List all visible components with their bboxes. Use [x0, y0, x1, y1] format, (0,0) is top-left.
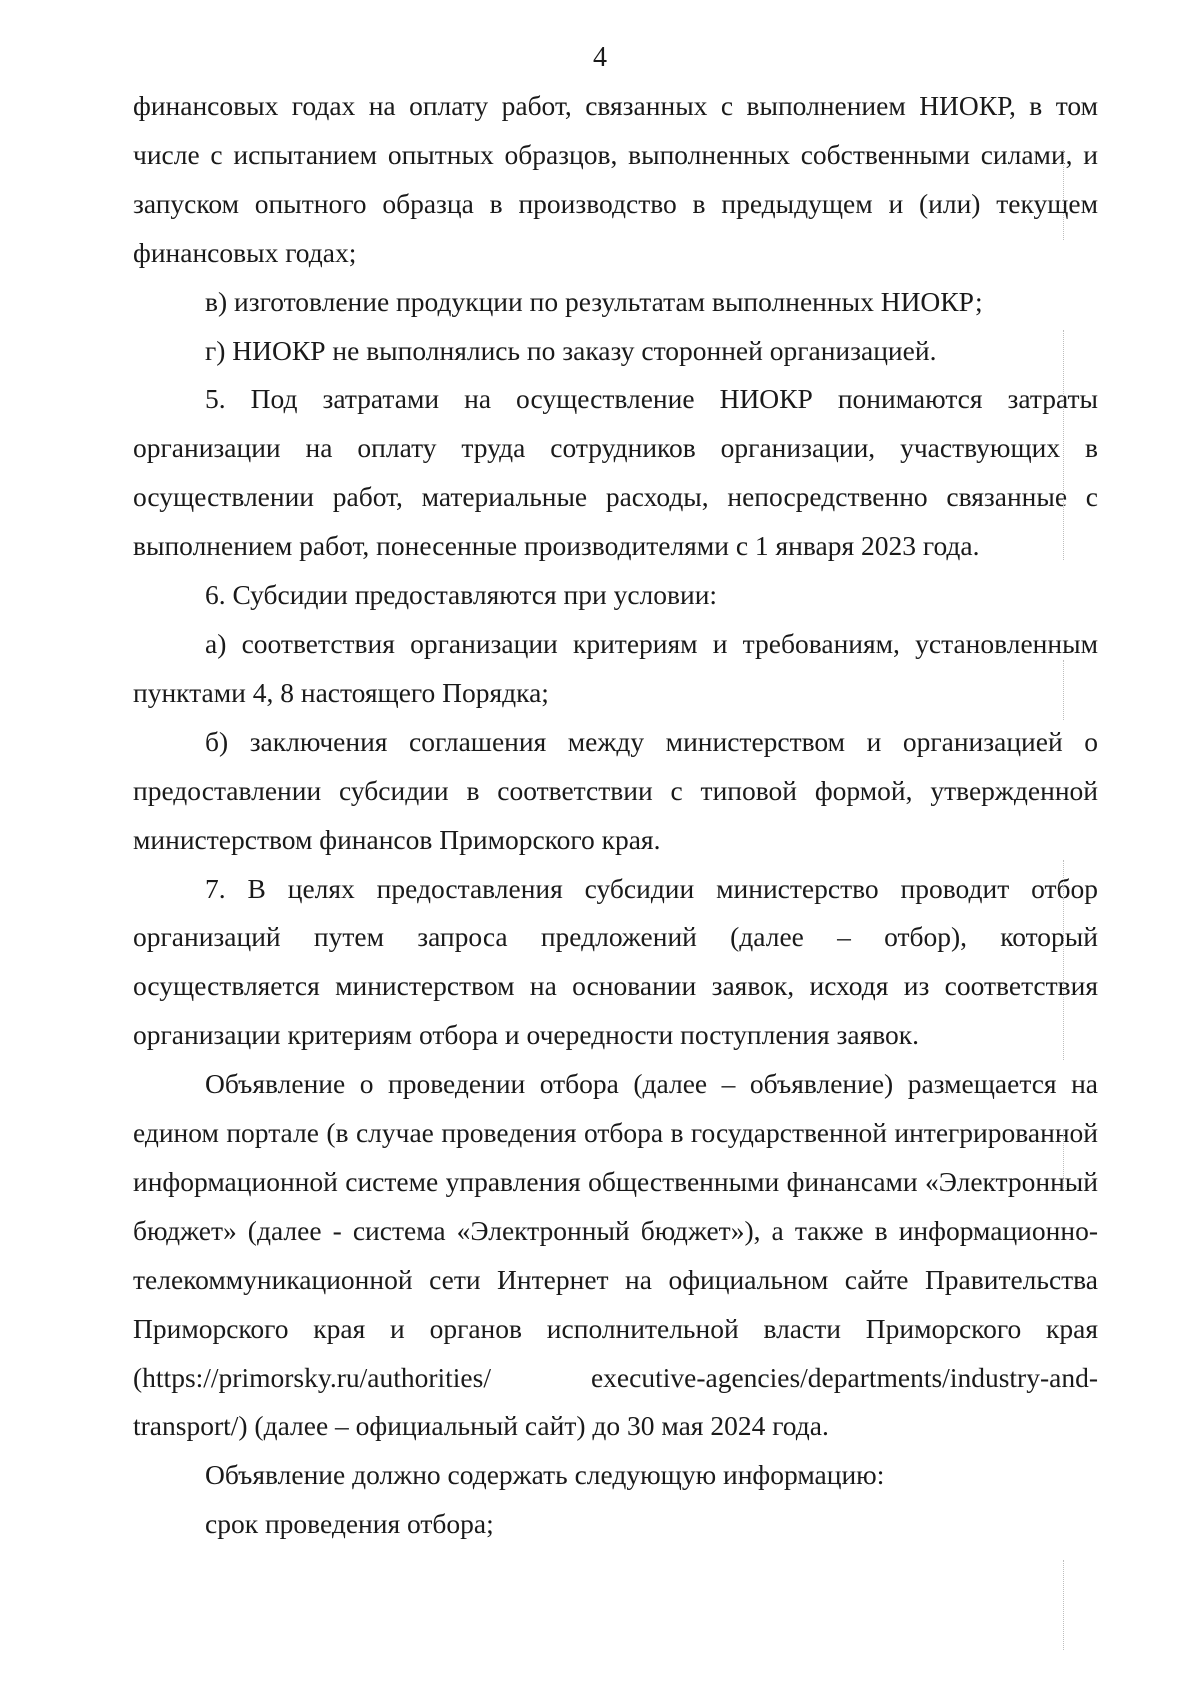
paragraph-clause-5: 5. Под затратами на осуществление НИОКР понимаются затраты организации на оплату труда сотрудников организации, участвующих в осуществлении работ, материальные расходы, непосредственно связанные с выполнением работ, понесенные производителями с 1 января 2023 года. [133, 383, 1098, 562]
scan-margin-mark [1063, 1560, 1064, 1650]
paragraph-selection-period: срок проведения отбора; [205, 1508, 494, 1540]
paragraph-clause-7: 7. В целях предоставления субсидии министерство проводит отбор организаций путем запроса предложений (далее – отбор), который осуществляется министерством на основании заявок, исходя из соответствия организации критериям отбора и очередности поступления заявок. [133, 872, 1098, 1051]
document-body [133, 82, 1098, 1549]
page-number: 4 [593, 42, 607, 73]
scan-margin-mark [1063, 860, 1064, 1060]
paragraph-announcement-content: Объявление должно содержать следующую информацию: [205, 1459, 885, 1491]
scan-margin-mark [1063, 1130, 1064, 1190]
scan-margin-mark [1063, 330, 1064, 560]
paragraph-continuation: финансовых годах на оплату работ, связанных с выполнением НИОКР, в том числе с испытанием опытных образцов, выполненных собственными силами, и запуском опытного образца в производство в предыдущем и (или) текущем финансовых годах; [133, 90, 1098, 268]
scan-margin-mark [1063, 150, 1064, 240]
paragraph-announcement: Объявление о проведении отбора (далее – объявление) размещается на едином портале (в случае проведения отбора в государственной интегрированной информационной системе управления общественными финансами «Электронный бюджет» (далее - система «Электронный бюджет»), а также в информационно-телекоммуникационной сети Интернет на официальном сайте Правительства Приморского края и органов исполнительной власти Приморского края (https://primorsky.ru/authorities/ executive-agencies/departments/industry-and-transport/) (далее – официальный сайт) до 30 мая 2024 года. [133, 1068, 1098, 1442]
paragraph-clause-6: 6. Субсидии предоставляются при условии: [205, 579, 718, 611]
paragraph-item-a: а) соответствия организации критериям и требованиям, установленным пунктами 4, 8 настоящего Порядка; [133, 627, 1098, 708]
scan-margin-mark [1063, 660, 1064, 720]
paragraph-item-g: г) НИОКР не выполнялись по заказу сторонней организацией. [205, 334, 937, 366]
paragraph-item-b: б) заключения соглашения между министерством и организацией о предоставлении субсидии в соответствии с типовой формой, утвержденной министерством финансов Приморского края. [133, 725, 1098, 855]
paragraph-item-v: в) изготовление продукции по результатам выполненных НИОКР; [205, 285, 983, 317]
